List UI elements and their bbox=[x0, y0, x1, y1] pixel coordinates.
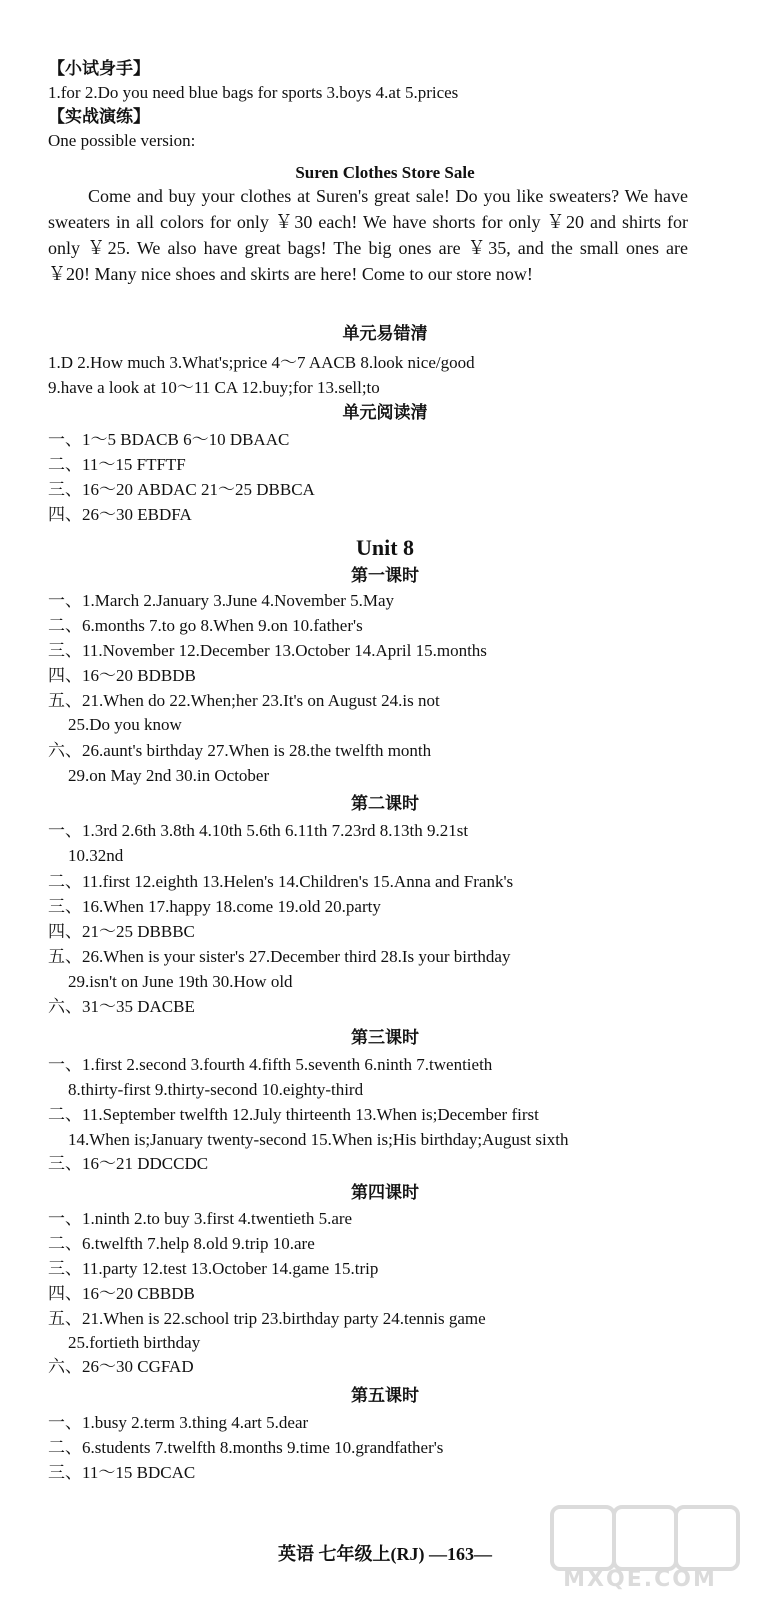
answer-line: 一、1.first 2.second 3.fourth 4.fifth 5.seventh 6.ninth 7.twentieth bbox=[48, 1055, 493, 1074]
intro-line: One possible version: bbox=[48, 131, 196, 150]
answer-line: 29.on May 2nd 30.in October bbox=[68, 766, 270, 785]
answer-line: 1.D 2.How much 3.What's;price 4～7 AACB 8.look nice/good bbox=[48, 353, 475, 372]
answer-line: 三、16～21 DDCCDC bbox=[48, 1154, 209, 1173]
answer-line: 四、16～20 BDBDB bbox=[48, 666, 196, 685]
watermark-box-icon bbox=[550, 1505, 616, 1571]
answer-line: 1.for 2.Do you need blue bags for sports 3.boys 4.at 5.prices bbox=[48, 83, 459, 102]
answer-line: 9.have a look at 10～11 CA 12.buy;for 13.sell;to bbox=[48, 378, 380, 397]
lesson-title-1: 第一课时 bbox=[351, 566, 419, 585]
lesson-title-4: 第四课时 bbox=[351, 1183, 419, 1202]
essay-body: Come and buy your clothes at Suren's great sale! Do you like sweaters? We have sweaters in all colors for only ￥30 each! We have shorts for only ￥20 and shirts for only ￥25. We also have great bags! The big ones are ￥35, and the small ones are ￥20! Many nice shoes and skirts are here! Come to our store now! bbox=[48, 186, 688, 284]
answer-line: 二、11～15 FTFTF bbox=[48, 455, 186, 474]
watermark-logo bbox=[540, 1505, 740, 1595]
answer-line: 五、21.When is 22.school trip 23.birthday party 24.tennis game bbox=[48, 1309, 486, 1328]
section-title-yicuo: 单元易错清 bbox=[342, 324, 428, 343]
answer-line: 六、26～30 CGFAD bbox=[48, 1357, 194, 1376]
answer-line: 五、21.When do 22.When;her 23.It's on August 24.is not bbox=[48, 691, 440, 710]
watermark-box-icon bbox=[612, 1505, 678, 1571]
answer-line: 二、6.twelfth 7.help 8.old 9.trip 10.are bbox=[48, 1234, 315, 1253]
answer-line: 二、11.first 12.eighth 13.Helen's 14.Children's 15.Anna and Frank's bbox=[48, 872, 514, 891]
answer-line: 8.thirty-first 9.thirty-second 10.eighty-third bbox=[68, 1080, 364, 1099]
section-header-xiaoshi: 【小试身手】 bbox=[48, 59, 150, 78]
answer-line: 四、21～25 DBBBC bbox=[48, 922, 195, 941]
answer-line: 六、26.aunt's birthday 27.When is 28.the twelfth month bbox=[48, 741, 432, 760]
answer-line: 一、1.March 2.January 3.June 4.November 5.May bbox=[48, 591, 395, 610]
answer-line: 一、1.ninth 2.to buy 3.first 4.twentieth 5.are bbox=[48, 1209, 353, 1228]
page-footer: 英语 七年级上(RJ) —163— bbox=[278, 1544, 492, 1564]
answer-line: 四、16～20 CBBDB bbox=[48, 1284, 195, 1303]
answer-line: 29.isn't on June 19th 30.How old bbox=[68, 972, 293, 991]
answer-line: 10.32nd bbox=[68, 846, 124, 865]
answer-line: 一、1.3rd 2.6th 3.8th 4.10th 5.6th 6.11th 7.23rd 8.13th 9.21st bbox=[48, 821, 469, 840]
unit-title: Unit 8 bbox=[355, 535, 415, 560]
answer-line: 三、16～20 ABDAC 21～25 DBBCA bbox=[48, 480, 315, 499]
answer-line: 六、31～35 DACBE bbox=[48, 997, 195, 1016]
answer-line: 三、11.November 12.December 13.October 14.April 15.months bbox=[48, 641, 487, 660]
section-title-yuedu: 单元阅读清 bbox=[342, 403, 428, 422]
answer-line: 五、26.When is your sister's 27.December third 28.Is your birthday bbox=[48, 947, 511, 966]
answer-line: 二、6.months 7.to go 8.When 9.on 10.father's bbox=[48, 616, 363, 635]
answer-line: 14.When is;January twenty-second 15.When is;His birthday;August sixth bbox=[68, 1130, 569, 1149]
section-header-shizhan: 【实战演练】 bbox=[48, 107, 150, 126]
answer-line: 25.Do you know bbox=[68, 715, 182, 734]
answer-line: 四、26～30 EBDFA bbox=[48, 505, 192, 524]
answer-line: 三、11.party 12.test 13.October 14.game 15.trip bbox=[48, 1259, 379, 1278]
watermark-text: MXQE.COM bbox=[563, 1567, 717, 1592]
answer-line: 三、11～15 BDCAC bbox=[48, 1463, 196, 1482]
watermark-box-icon bbox=[674, 1505, 740, 1571]
lesson-title-3: 第三课时 bbox=[351, 1028, 419, 1047]
answer-line: 二、6.students 7.twelfth 8.months 9.time 10.grandfather's bbox=[48, 1438, 444, 1457]
answer-line: 25.fortieth birthday bbox=[68, 1333, 201, 1352]
answer-line: 一、1.busy 2.term 3.thing 4.art 5.dear bbox=[48, 1413, 309, 1432]
answer-line: 三、16.When 17.happy 18.come 19.old 20.party bbox=[48, 897, 381, 916]
lesson-title-5: 第五课时 bbox=[351, 1386, 419, 1405]
answer-line: 二、11.September twelfth 12.July thirteenth 13.When is;December first bbox=[48, 1105, 539, 1124]
essay-title: Suren Clothes Store Sale bbox=[295, 163, 475, 182]
answer-line: 一、1～5 BDACB 6～10 DBAAC bbox=[48, 430, 290, 449]
lesson-title-2: 第二课时 bbox=[351, 794, 419, 813]
